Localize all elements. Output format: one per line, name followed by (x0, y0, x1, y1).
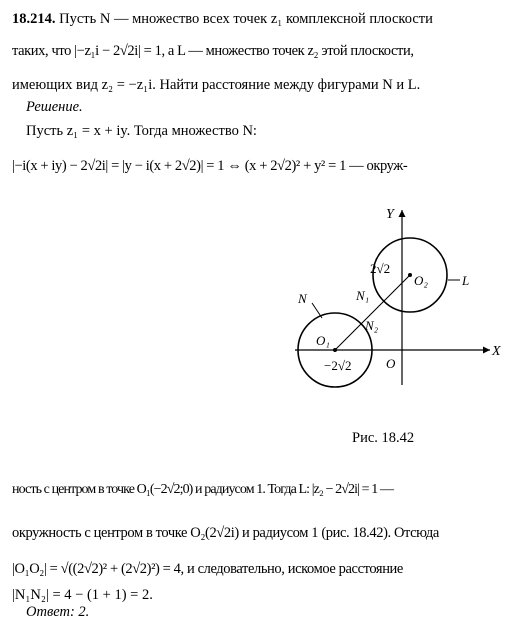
answer-line: Ответ: 2. (26, 604, 90, 620)
label-x: X (492, 344, 501, 359)
label-left-value: −2√2 (324, 358, 352, 373)
problem-line-1 (12, 10, 520, 28)
segment-o1-o2 (335, 275, 410, 350)
solution-line-2: |−i(x + iy) − 2√2i| = |y − i(x + 2√2)| = 1 ⇔ (x + 2√2)² + y² = 1 — окруж- (12, 158, 408, 174)
solution-line-4: окружность с центром в точке O₂(2√2i) и радиусом 1 (рис. 18.42). Отсюда (12, 525, 439, 541)
label-origin: O (386, 356, 396, 371)
problem-number: 18.214. (12, 11, 56, 27)
figure-caption: Рис. 18.42 (352, 430, 415, 446)
solution-line-3: ность с центром в точке O₁(−2√2;0) и радиусом 1. Тогда L: |z₂ − 2√2i| = 1 — (12, 482, 394, 497)
label-l: L (462, 273, 470, 288)
pointer-n (312, 303, 322, 318)
solution-line-6: |N₁N₂| = 4 − (1 + 1) = 2. (12, 587, 153, 603)
solution-line-1: Пусть z₁ = x + iy. Тогда множество N: (26, 123, 257, 139)
figure-diagram (290, 200, 510, 390)
problem-line-3: имеющих вид z₂ = −z₁i. Найти расстояние между фигурами N и L. (12, 77, 421, 93)
label-n1: N₁ (356, 288, 370, 303)
problem-text-1: Пусть N — множество всех точек z₁ комплексной плоскости (59, 11, 433, 27)
label-n2: N₂ (365, 318, 379, 333)
point-o2 (408, 273, 412, 277)
label-o1: O₁ (316, 333, 330, 348)
label-top-value: 2√2 (370, 261, 391, 276)
label-o2: O₂ (414, 273, 428, 288)
label-y: Y (386, 207, 394, 222)
problem-line-2: таких, что |−z₁i − 2√2i| = 1, а L — множество точек z₂ этой плоскости, (12, 43, 414, 59)
solution-heading: Решение. (26, 99, 83, 115)
label-n: N (298, 291, 307, 306)
point-o1 (333, 348, 337, 352)
solution-line-5: |O₁O₂| = √((2√2)² + (2√2)²) = 4, и следовательно, искомое расстояние (12, 561, 403, 577)
